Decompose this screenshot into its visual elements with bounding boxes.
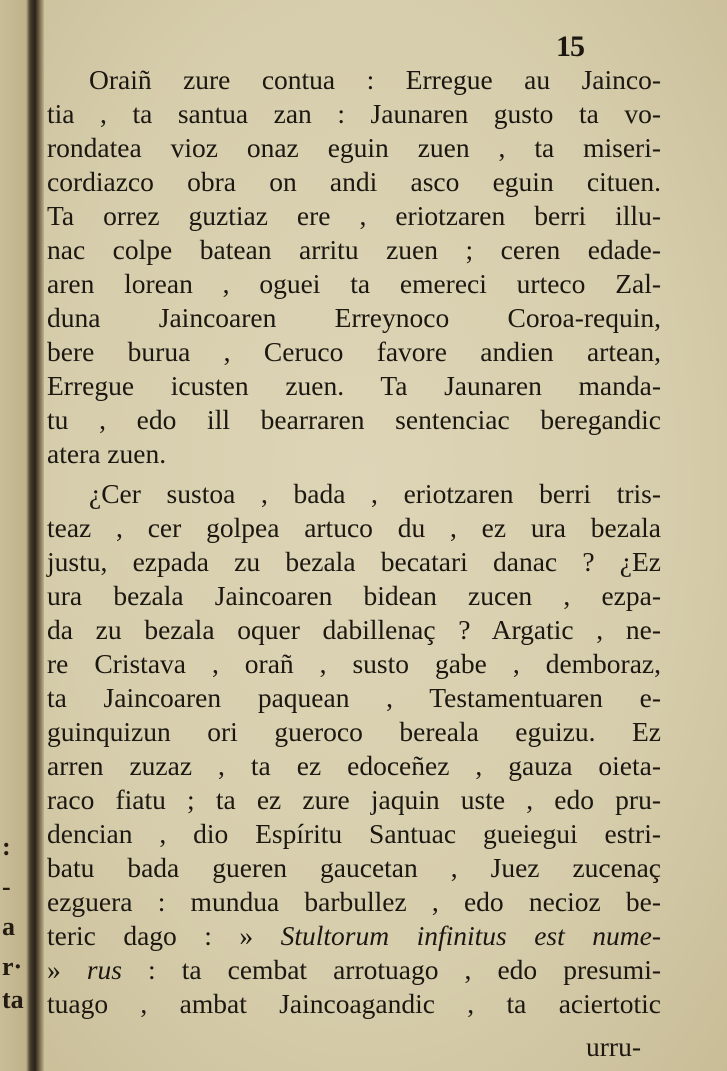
text-line <box>47 749 661 783</box>
text-line <box>47 647 661 681</box>
margin-fragment: a <box>2 912 15 941</box>
text-line <box>47 403 661 437</box>
margin-fragment: r· <box>2 952 23 981</box>
text-line <box>47 681 661 715</box>
latin-quote: rus <box>86 954 122 985</box>
margin-fragment: - <box>2 872 11 901</box>
text-line <box>47 579 661 613</box>
text-line <box>47 477 661 511</box>
margin-fragment: : <box>2 832 11 861</box>
page-number: 15 <box>556 30 584 63</box>
text-line <box>47 301 661 335</box>
text-line <box>47 851 661 885</box>
text-line <box>47 715 661 749</box>
text-segment: da zu bezala oquer dabillenaç ? Argatic , ne- <box>47 614 661 645</box>
text-line <box>47 987 661 1021</box>
text-line <box>47 437 661 471</box>
text-line <box>47 613 661 647</box>
page-text <box>47 63 661 1064</box>
text-segment: teaz , cer golpea artuco du , ez ura bezala <box>47 512 661 543</box>
text-line <box>47 267 661 301</box>
text-segment: tu , edo ill bearraren sentenciac beregandic <box>47 404 661 435</box>
adjacent-page-edge <box>0 0 44 1071</box>
text-line <box>47 97 661 131</box>
text-line <box>47 885 661 919</box>
text-segment: Oraiñ zure contua : Erregue au Jainco- <box>89 64 661 95</box>
text-segment: Erregue icusten zuen. Ta Jaunaren manda- <box>47 370 661 401</box>
text-segment: tia , ta santua zan : Jaunaren gusto ta vo- <box>47 98 661 129</box>
text-line <box>47 165 661 199</box>
text-line <box>47 369 661 403</box>
text-segment: justu, ezpada zu bezala becatari danac ? ¿Ez <box>47 546 661 577</box>
text-segment: teric dago : » <box>47 920 281 951</box>
catchword: urru- <box>586 1031 641 1062</box>
text-segment: : ta cembat arrotuago , edo presumi- <box>121 954 661 985</box>
text-segment: dencian , dio Espíritu Santuac gueiegui estri- <box>47 818 661 849</box>
text-segment: ta Jaincoaren paquean , Testamentuaren e- <box>47 682 661 713</box>
text-segment: re Cristava , orañ , susto gabe , demboraz, <box>47 648 661 679</box>
text-segment: batu bada gueren gaucetan , Juez zucenaç <box>47 852 661 883</box>
text-segment: ura bezala Jaincoaren bidean zucen , ezpa- <box>47 580 661 611</box>
text-segment: guinquizun ori gueroco bereala eguizu. Ez <box>47 716 661 747</box>
text-segment: cordiazco obra on andi asco eguin cituen. <box>47 166 661 197</box>
text-segment: raco fiatu ; ta ez zure jaquin uste , edo pru- <box>47 784 661 815</box>
text-segment: bere burua , Ceruco favore andien artean, <box>47 336 661 367</box>
text-line <box>47 545 661 579</box>
text-segment: ezguera : mundua barbullez , edo necioz be- <box>47 886 661 917</box>
text-segment: nac colpe batean arritu zuen ; ceren edade- <box>47 234 661 265</box>
text-line <box>47 233 661 267</box>
text-line <box>47 953 661 987</box>
text-segment: arren zuzaz , ta ez edoceñez , gauza oieta- <box>47 750 661 781</box>
text-line <box>47 335 661 369</box>
text-segment: Ta orrez guztiaz ere , eriotzaren berri illu- <box>47 200 661 231</box>
margin-fragment: ta <box>2 985 24 1014</box>
text-line <box>47 63 661 97</box>
text-segment: atera zuen. <box>47 438 167 469</box>
text-segment: aren lorean , oguei ta emereci urteco Zal- <box>47 268 661 299</box>
text-line <box>47 919 661 953</box>
latin-quote: Stultorum infinitus est nume- <box>280 920 661 951</box>
text-line <box>47 511 661 545</box>
text-segment: ¿Cer sustoa , bada , eriotzaren berri tris- <box>89 478 661 509</box>
text-line <box>47 199 661 233</box>
text-segment: » <box>47 954 87 985</box>
text-segment: tuago , ambat Jaincoagandic , ta aciertotic <box>47 988 661 1019</box>
text-line <box>47 783 661 817</box>
text-line <box>47 817 661 851</box>
text-segment: rondatea vioz onaz eguin zuen , ta miseri- <box>47 132 661 163</box>
text-line <box>47 131 661 165</box>
text-segment: duna Jaincoaren Erreynoco Coroa-requin, <box>47 302 661 333</box>
